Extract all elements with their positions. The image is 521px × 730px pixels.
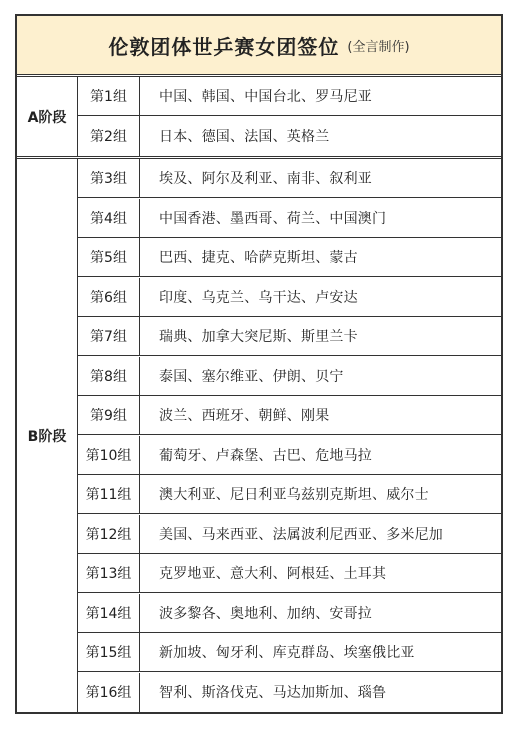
group-name: 第10组 xyxy=(78,436,140,474)
group-name: 第5组 xyxy=(78,238,140,276)
group-teams: 埃及、阿尔及利亚、南非、叙利亚 xyxy=(159,171,372,187)
table-title: 伦敦团体世乒赛女团签位 xyxy=(108,34,340,59)
group-teams: 波兰、西班牙、朝鲜、刚果 xyxy=(159,408,330,424)
table-row xyxy=(78,515,501,554)
table-row xyxy=(78,554,501,593)
group-teams: 美国、马来西亚、法属波利尼西亚、多米尼加 xyxy=(159,526,443,543)
stage-b-label: B阶段 xyxy=(17,159,78,712)
stage-b-section xyxy=(17,159,501,712)
draw-table xyxy=(15,14,503,714)
group-teams: 印度、乌克兰、乌干达、卢安达 xyxy=(159,289,358,306)
table-row xyxy=(78,238,501,277)
group-name: 第4组 xyxy=(78,199,140,237)
group-teams: 新加坡、匈牙利、库克群岛、埃塞俄比亚 xyxy=(159,645,415,661)
group-name: 第15组 xyxy=(78,633,140,671)
table-row xyxy=(78,317,501,356)
group-name: 第7组 xyxy=(78,317,140,355)
group-teams: 中国、韩国、中国台北、罗马尼亚 xyxy=(159,89,372,105)
table-subtitle: (全言制作) xyxy=(347,39,410,55)
group-teams: 日本、德国、法国、英格兰 xyxy=(159,129,330,145)
table-row xyxy=(78,159,501,198)
group-name: 第8组 xyxy=(78,357,140,395)
stage-a-section xyxy=(17,77,501,156)
group-name: 第1组 xyxy=(78,77,140,115)
group-teams: 波多黎各、奥地利、加纳、安哥拉 xyxy=(159,605,372,622)
table-row xyxy=(78,77,501,116)
table-row xyxy=(78,475,501,514)
group-teams: 中国香港、墨西哥、荷兰、中国澳门 xyxy=(159,210,387,227)
group-teams: 葡萄牙、卢森堡、古巴、危地马拉 xyxy=(159,447,372,464)
table-row xyxy=(78,396,501,435)
group-teams: 智利、斯洛伐克、马达加斯加、瑙鲁 xyxy=(159,685,387,701)
group-name: 第12组 xyxy=(78,515,140,553)
group-teams: 巴西、捷克、哈萨克斯坦、蒙古 xyxy=(159,250,358,266)
table-row xyxy=(78,673,501,712)
group-name: 第6组 xyxy=(78,278,140,316)
group-name: 第3组 xyxy=(78,159,140,197)
table-title-bar xyxy=(17,16,501,75)
table-row xyxy=(78,116,501,156)
group-name: 第9组 xyxy=(78,396,140,434)
group-teams: 瑞典、加拿大突尼斯、斯里兰卡 xyxy=(159,329,358,345)
group-name: 第13组 xyxy=(78,554,140,592)
table-row xyxy=(78,633,501,672)
group-name: 第2组 xyxy=(78,116,140,156)
table-row xyxy=(78,199,501,238)
stage-a-label: A阶段 xyxy=(17,77,78,156)
group-teams: 泰国、塞尔维亚、伊朗、贝宁 xyxy=(159,368,344,385)
group-name: 第11组 xyxy=(78,475,140,513)
group-name: 第14组 xyxy=(78,594,140,632)
table-row xyxy=(78,436,501,475)
group-teams: 克罗地亚、意大利、阿根廷、土耳其 xyxy=(159,566,387,582)
group-name: 第16组 xyxy=(78,673,140,712)
table-row xyxy=(78,594,501,633)
group-teams: 澳大利亚、尼日利亚乌兹别克斯坦、威尔士 xyxy=(159,487,429,503)
table-row xyxy=(78,278,501,317)
table-row xyxy=(78,357,501,396)
